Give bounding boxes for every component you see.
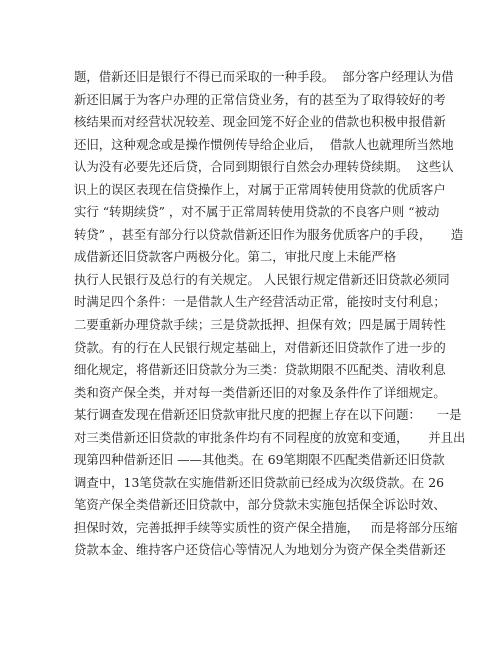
text-line: 题，借新还旧是银行不得已而采取的一种手段。 部分客户经理认为借 [74,69,454,84]
text-line: 笔资产保全类借新还旧贷款中，部分贷款未实施包括保全诉讼时效、 [74,497,446,513]
text-line: 某行调查发现在借新还旧贷款审批尺度的把握上存在以下问题： 一是 [74,407,462,423]
text-line: 新还旧属于为客户办理的正常信贷业务，有的甚至为了取得较好的考 [74,91,446,107]
text-line: 认为没有必要先还后贷，合同到期银行自然会办理转贷续期。 这些认 [74,159,454,175]
text-line: 对三类借新还旧贷款的审批条件均有不同程度的放宽和变通， 并且出 [74,429,466,445]
text-line: 二要重新办理贷款手续；三是贷款抵押、担保有效；四是属于周转性 [74,317,446,333]
body-text [74,66,466,562]
text-line: 贷款。有的行在人民银行规定基础上，对借新还旧贷款作了进一步的 [74,339,446,355]
text-line: 核结果而对经营状况较差、现金回笼不好企业的借款也积极申报借新 [74,114,446,130]
text-line: 时满足四个条件：一是借款人生产经营活动正常，能按时支付利息； [74,294,446,310]
text-line: 贷款本金、维持客户还贷信心等情况人为地划分为资产保全类借新还 [74,542,446,558]
text-line: 转贷” ，甚至有部分行以贷款借新还旧作为服务优质客户的手段， 造 [74,226,464,242]
text-line: 识上的误区表现在信贷操作上，对属于正常周转使用贷款的优质客户 [74,181,446,197]
text-line: 细化规定，将借新还旧贷款分为三类：贷款期限不匹配类、清收利息 [74,362,446,378]
text-line: 还旧，这种观念或是操作惯例传导给企业后， 借款人也就理所当然地 [74,136,454,152]
text-line: 调查中，13笔贷款在实施借新还旧贷款前已经成为次级贷款。在 26 [74,474,445,490]
text-line: 执行人民银行及总行的有关规定。 人民银行规定借新还旧贷款必须同 [74,271,450,287]
text-line: 现第四种借新还旧 ——其他类。在 69笔期限不匹配类借新还旧贷款 [74,452,445,468]
text-line: 实行 “转期续贷” ，对不属于正常周转使用贷款的不良客户则 “被动 [74,204,440,220]
text-line: 担保时效，完善抵押手续等实质性的资产保全措施， 而是将部分压缩 [74,519,458,535]
text-line: 成借新还旧贷款客户两极分化。第二，审批尺度上未能严格 [74,249,397,265]
text-line: 类和资产保全类，并对每一类借新还旧的对象及条件作了详细规定。 [74,384,446,400]
